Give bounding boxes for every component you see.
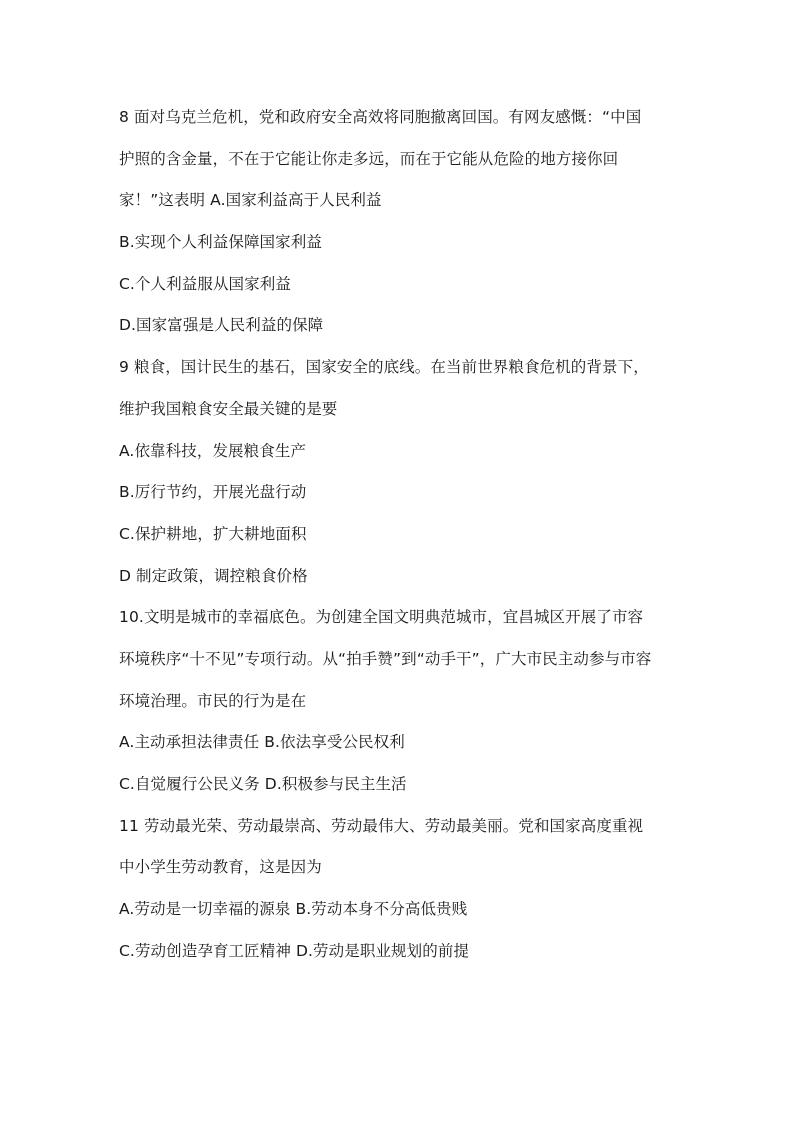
q8-stem-line-3: 家！”这表明 A.国家利益高于人民利益 [119, 191, 382, 210]
q8-option-d: D.国家富强是人民利益的保障 [119, 316, 324, 335]
question-text-block [119, 102, 679, 977]
q9-stem-line-1: 9 粮食，国计民生的基石，国家安全的底线。在当前世界粮食危机的背景下， [119, 358, 649, 377]
q9-option-d: D 制定政策，调控粮食价格 [119, 566, 308, 585]
q10-stem-line-3: 环境治理。市民的行为是在 [119, 691, 307, 710]
q8-option-b: B.实现个人利益保障国家利益 [119, 233, 322, 252]
q10-stem-line-2: 环境秩序“十不见”专项行动。从“拍手赞”到“动手干”，广大市民主动参与市容 [119, 649, 652, 668]
q8-option-c: C.个人利益服从国家利益 [119, 274, 291, 293]
q8-stem-line-2: 护照的含金量，不在于它能让你走多远，而在于它能从危险的地方接你回 [119, 149, 619, 168]
q11-options-cd: C.劳动创造孕育工匠精神 D.劳动是职业规划的前提 [119, 941, 470, 960]
q10-stem-line-1: 10.文明是城市的幸福底色。为创建全国文明典范城市，宜昌城区开展了市容 [119, 608, 644, 627]
q11-stem-line-2: 中小学生劳动教育，这是因为 [119, 858, 322, 877]
q9-stem-line-2: 维护我国粮食安全最关键的是要 [119, 399, 338, 418]
q8-stem-line-1: 8 面对乌克兰危机，党和政府安全高效将同胞撤离回国。有网友感慨：“中国 [119, 108, 642, 126]
q10-options-cd: C.自觉履行公民义务 D.积极参与民主生活 [119, 775, 407, 793]
q9-option-a: A.依靠科技，发展粮食生产 [119, 441, 307, 460]
q10-options-ab: A.主动承担法律责任 B.依法享受公民权利 [119, 733, 405, 752]
q11-options-ab: A.劳动是一切幸福的源泉 B.劳动本身不分高低贵贱 [119, 900, 468, 919]
q11-stem-line-1: 11 劳动最光荣、劳动最崇高、劳动最伟大、劳动最美丽。党和国家高度重视 [119, 816, 644, 835]
q9-option-b: B.厉行节约，开展光盘行动 [119, 483, 307, 502]
q9-option-c: C.保护耕地，扩大耕地面积 [119, 524, 307, 543]
